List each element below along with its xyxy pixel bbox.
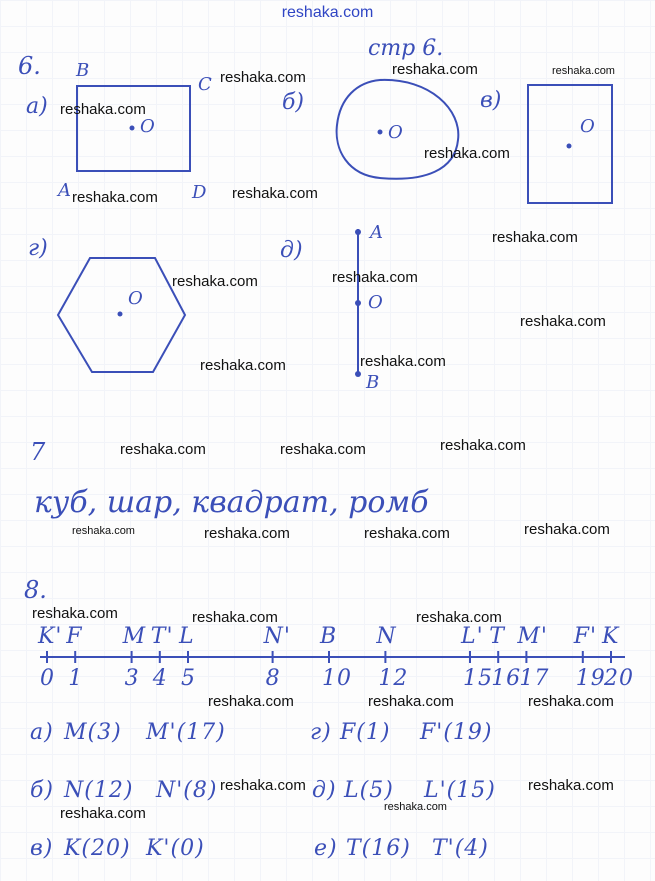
answer-a-image: M'(17) [146, 720, 226, 745]
center-dot-d [118, 312, 123, 317]
center-label-c: O [580, 116, 595, 137]
part-b-label: б) [282, 90, 305, 115]
vertex-b: B [76, 60, 90, 81]
number-line-tick-label: 4 [152, 666, 168, 691]
center-dot-a [130, 126, 135, 131]
watermark: reshaka.com [552, 65, 615, 77]
watermark: reshaka.com [364, 525, 450, 542]
site-header-link[interactable]: reshaka.com [281, 4, 374, 21]
point-b-dot [355, 371, 361, 377]
watermark: reshaka.com [528, 777, 614, 794]
answer-b-label: б) [30, 778, 55, 803]
watermark: reshaka.com [440, 437, 526, 454]
answer-e-image: T'(4) [432, 836, 489, 861]
center-label-b: O [388, 122, 403, 143]
segment-point-b: B [366, 372, 380, 393]
vertex-d: D [192, 182, 207, 203]
watermark: reshaka.com [424, 145, 510, 162]
number-line-point-label: M [122, 624, 147, 649]
page-reference: стр 6. [368, 36, 444, 61]
watermark: reshaka.com [72, 525, 135, 537]
watermark: reshaka.com [32, 605, 118, 622]
watermark: reshaka.com [360, 353, 446, 370]
number-line-point-label: L' [461, 624, 484, 649]
number-line-point-label: K' [38, 624, 63, 649]
segment-point-a: A [370, 222, 383, 243]
answer-v-image: K'(0) [146, 836, 205, 861]
watermark: reshaka.com [528, 693, 614, 710]
watermark: reshaka.com [524, 521, 610, 538]
watermark: reshaka.com [208, 693, 294, 710]
number-line-point-label: K [602, 624, 620, 649]
answer-d-point: L(5) [344, 778, 394, 803]
number-line-tick-label: 3 [124, 666, 140, 691]
number-line-tick-label: 8 [265, 666, 281, 691]
answer-g-label: г) [310, 720, 332, 745]
number-line-tick-label: 17 [519, 666, 550, 691]
watermark: reshaka.com [72, 189, 158, 206]
part-a-label: а) [26, 94, 48, 119]
answer-e-label: е) [314, 836, 338, 861]
watermark: reshaka.com [172, 273, 258, 290]
task6-number: 6. [18, 52, 41, 80]
number-line-point-label: F' [573, 624, 598, 649]
answer-g-point: F(1) [340, 720, 391, 745]
point-o-dot [355, 300, 361, 306]
watermark: reshaka.com [416, 609, 502, 626]
vertex-a: A [58, 180, 71, 201]
number-line-tick-label: 1 [68, 666, 84, 691]
part-g-label: г) [28, 236, 48, 261]
task8-number: 8. [24, 576, 47, 604]
watermark: reshaka.com [280, 441, 366, 458]
answer-b-point: N(12) [64, 778, 134, 803]
watermark: reshaka.com [392, 61, 478, 78]
task7-number: 7 [30, 438, 46, 466]
number-line-point-label: L [179, 624, 195, 649]
answer-d-image: L'(15) [424, 778, 496, 803]
answer-b-image: N'(8) [156, 778, 218, 803]
answer-d-label: д) [312, 778, 337, 803]
number-line-point-label: N [376, 624, 397, 649]
vertex-c: C [198, 74, 212, 95]
watermark: reshaka.com [60, 805, 146, 822]
number-line-point-label: T [489, 624, 505, 649]
number-line-tick-label: 15 [463, 666, 493, 691]
watermark: reshaka.com [492, 229, 578, 246]
segment-point-o: O [368, 292, 383, 313]
answer-v-label: в) [30, 836, 54, 861]
answer-a-label: а) [30, 720, 54, 745]
watermark: reshaka.com [204, 525, 290, 542]
number-line-tick-label: 0 [40, 666, 55, 691]
answer-e-point: T(16) [346, 836, 411, 861]
number-line-tick-label: 16 [491, 666, 522, 691]
watermark: reshaka.com [60, 101, 146, 118]
part-d-label: д) [280, 238, 303, 263]
center-dot-c [567, 144, 572, 149]
watermark: reshaka.com [120, 441, 206, 458]
watermark: reshaka.com [520, 313, 606, 330]
center-label-a: O [140, 116, 155, 137]
answer-v-point: K(20) [64, 836, 131, 861]
answer-g-image: F'(19) [420, 720, 493, 745]
watermark: reshaka.com [192, 609, 278, 626]
watermark: reshaka.com [368, 693, 454, 710]
number-line-point-label: M' [517, 624, 548, 649]
number-line-point-label: F [66, 624, 83, 649]
watermark: reshaka.com [220, 69, 306, 86]
watermark: reshaka.com [332, 269, 418, 286]
part-c-label: в) [480, 88, 502, 113]
watermark: reshaka.com [220, 777, 306, 794]
number-line-point-label: N' [263, 624, 291, 649]
center-dot-b [378, 130, 383, 135]
answer-a-point: M(3) [64, 720, 122, 745]
center-label-d: O [128, 288, 143, 309]
watermark: reshaka.com [200, 357, 286, 374]
number-line-tick-label: 20 [604, 666, 634, 691]
watermark: reshaka.com [384, 801, 447, 813]
number-line-tick-label: 5 [181, 666, 196, 691]
number-line-tick-label: 19 [575, 666, 606, 691]
watermark: reshaka.com [232, 185, 318, 202]
task7-answer: куб, шар, квадрат, ромб [34, 485, 429, 520]
number-line-point-label: B [320, 624, 338, 649]
number-line-tick-label: 12 [378, 666, 409, 691]
point-a-dot [355, 229, 361, 235]
number-line-tick-label: 10 [322, 666, 352, 691]
number-line-point-label: T' [150, 624, 174, 649]
